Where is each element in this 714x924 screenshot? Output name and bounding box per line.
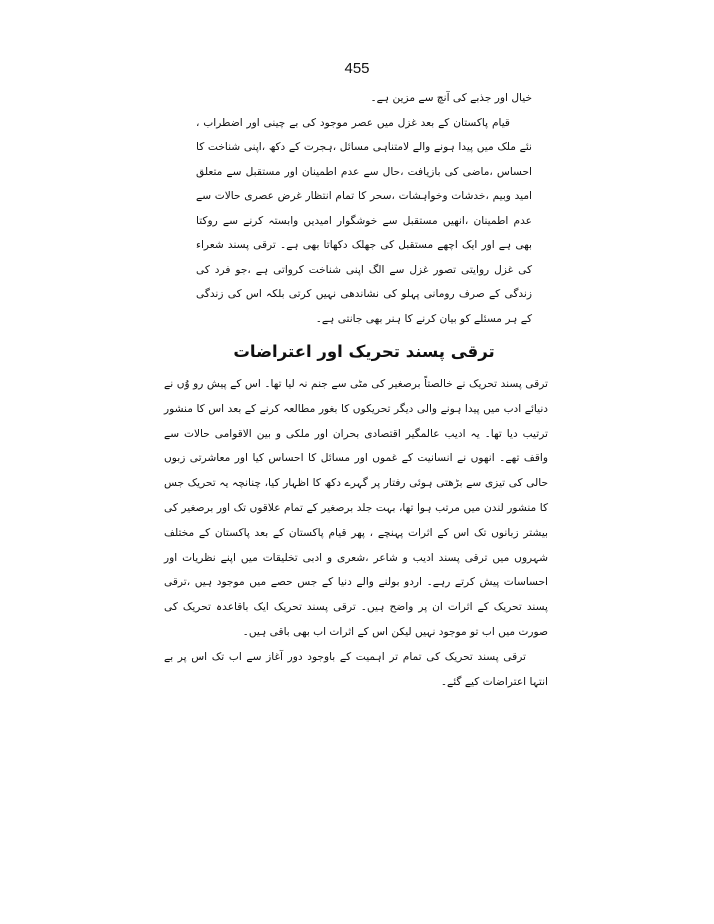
paragraph: ترقی پسند تحریک نے خالصتاً برصغیر کی مٹی سے جنم نہ لیا تھا۔ اس کے پیش رو وُں نے دنیائے ادب میں پیدا ہونے والی دیگر تحریکوں کا بغور مطالعہ کرنے کے بعد اس کا منشور ترتیب دیا تھا۔ یہ ادیب عالمگیر اقتصادی بحران اور ملکی و بین الاقوامی حالات سے واقف تھے۔ انھوں نے انسانیت کے غموں اور مسائل کا احساس کیا اور معاشرتی زبوں حالی کی تیزی سے بڑھتی ہوئی رفتار پر گہرے دکھ کا اظہار کیا، چنانچہ یہ تحریک جس کا منشور لندن میں مرتب ہوا تھا، بہت جلد برصغیر کے تمام علاقوں تک اور برصغیر کی بیشتر زبانوں تک اس کے اثرات پہنچے ، پھر قیام پاکستان کے بعد پاکستان کے مختلف شہروں میں ترقی پسند ادیب و شاعر ،شعری و ادبی تخلیقات میں اپنے نظریات اور احساسات پیش کرتے رہے۔ اردو بولنے والے دنیا کے جس حصے میں موجود ہیں ،ترقی پسند تحریک کے اثرات ان پر واضح ہیں۔ ترقی پسند تحریک ایک باقاعدہ تحریک کی صورت میں اب تو موجود نہیں لیکن اس کے اثرات اب بھی باقی ہیں۔ (164, 378, 548, 638)
section-one-text (196, 86, 532, 331)
page-number: 455 (344, 60, 370, 77)
paragraph: قیام پاکستان کے بعد غزل میں عصر موجود کی بے چینی اور اضطراب ، نئے ملک میں پیدا ہونے والے لامتناہی مسائل ،ہجرت کے دکھ ،اپنی شناخت کا احساس ،ماضی کی بازیافت ،حال سے عدم اطمینان اور مستقبل سے متعلق امید وبیم ،خدشات وخواہشات ،سحر کا تمام انتظار غرض عصری حالات سے عدم اطمینان ،انھیں مستقبل سے خوشگوار امیدیں وابستہ کرنے سے روکتا بھی ہے اور ایک اچھے مستقبل کی جھلک دکھاتا بھی ہے۔ ترقی پسند شعراء کی غزل روایتی تصور غزل سے الگ اپنی شناخت کرواتی ہے ،جو فرد کی زندگی کے صرف رومانی پہلو کی نشاندھی نہیں کرتی بلکہ اس کی زندگی کے ہر مسئلے کو بیان کرنے کا ہنر بھی جانتی ہے۔ (196, 116, 532, 325)
section-heading: ترقی پسند تحریک اور اعتراضات (233, 342, 495, 361)
paragraph: خیال اور جذبے کی آنچ سے مزین ہے۔ (370, 92, 532, 104)
paragraph: ترقی پسند تحریک کی تمام تر اہمیت کے باوجود دور آغاز سے اب تک اس پر بے انتہا اعتراضات کیے گئے۔ (164, 650, 548, 688)
section-two-text (164, 372, 548, 694)
